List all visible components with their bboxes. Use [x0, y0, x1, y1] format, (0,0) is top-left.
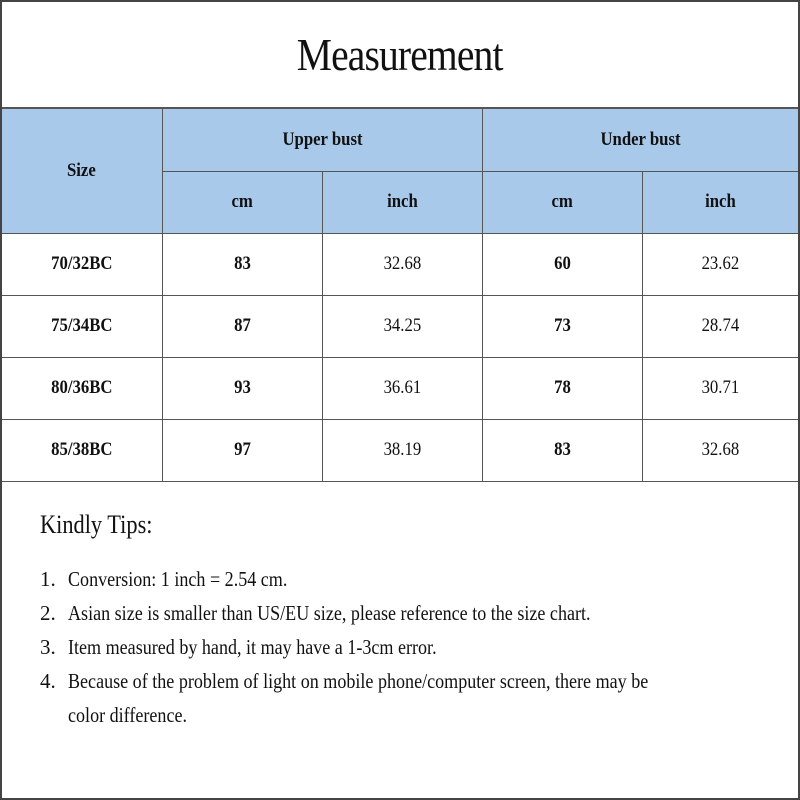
size-cell: 85/38BC: [2, 419, 162, 481]
measurement-table: [2, 109, 798, 482]
upper-inch-cell: 36.61: [322, 357, 482, 419]
tip-item: [40, 630, 780, 664]
upper-cm-cell: 93: [162, 357, 322, 419]
tip-text: Conversion: 1 inch = 2.54 cm.: [68, 567, 288, 591]
page-title: [2, 2, 798, 109]
upper-inch-cell: 38.19: [322, 419, 482, 481]
table-row: [2, 357, 798, 419]
under-cm-cell: 83: [482, 419, 642, 481]
tip-number: 3.: [40, 635, 56, 659]
tip-item: [40, 664, 780, 732]
upper-cm-cell: 87: [162, 295, 322, 357]
page-title-text: Measurement: [297, 29, 503, 80]
upper-cm-cell: 83: [162, 233, 322, 295]
tip-number: 2.: [40, 601, 56, 625]
table-row: [2, 233, 798, 295]
upper-bust-header: Upper bust: [162, 109, 482, 171]
under-inch-header: inch: [642, 171, 798, 233]
tip-number: 1.: [40, 567, 56, 591]
size-cell: 80/36BC: [2, 357, 162, 419]
tip-text: Asian size is smaller than US/EU size, please reference to the size chart.: [68, 601, 591, 625]
tip-item: [40, 562, 780, 596]
tip-number: 4.: [40, 669, 56, 693]
upper-cm-header: cm: [162, 171, 322, 233]
under-inch-cell: 23.62: [642, 233, 798, 295]
upper-cm-cell: 97: [162, 419, 322, 481]
size-cell: 70/32BC: [2, 233, 162, 295]
tip-text: Item measured by hand, it may have a 1-3cm error.: [68, 635, 437, 659]
tip-item: [40, 596, 780, 630]
under-inch-cell: 28.74: [642, 295, 798, 357]
under-bust-header: Under bust: [482, 109, 798, 171]
upper-inch-header: inch: [322, 171, 482, 233]
upper-inch-cell: 32.68: [322, 233, 482, 295]
under-cm-cell: 78: [482, 357, 642, 419]
group-header-row: [2, 109, 798, 171]
under-inch-cell: 30.71: [642, 357, 798, 419]
upper-inch-cell: 34.25: [322, 295, 482, 357]
tips-section: [40, 510, 780, 732]
under-cm-header: cm: [482, 171, 642, 233]
table-row: [2, 419, 798, 481]
size-header: Size: [2, 109, 162, 233]
tip-text: Because of the problem of light on mobile phone/computer screen, there may be color difference.: [68, 669, 649, 727]
tips-heading: Kindly Tips:: [40, 510, 153, 539]
table-row: [2, 295, 798, 357]
under-inch-cell: 32.68: [642, 419, 798, 481]
under-cm-cell: 73: [482, 295, 642, 357]
under-cm-cell: 60: [482, 233, 642, 295]
size-cell: 75/34BC: [2, 295, 162, 357]
